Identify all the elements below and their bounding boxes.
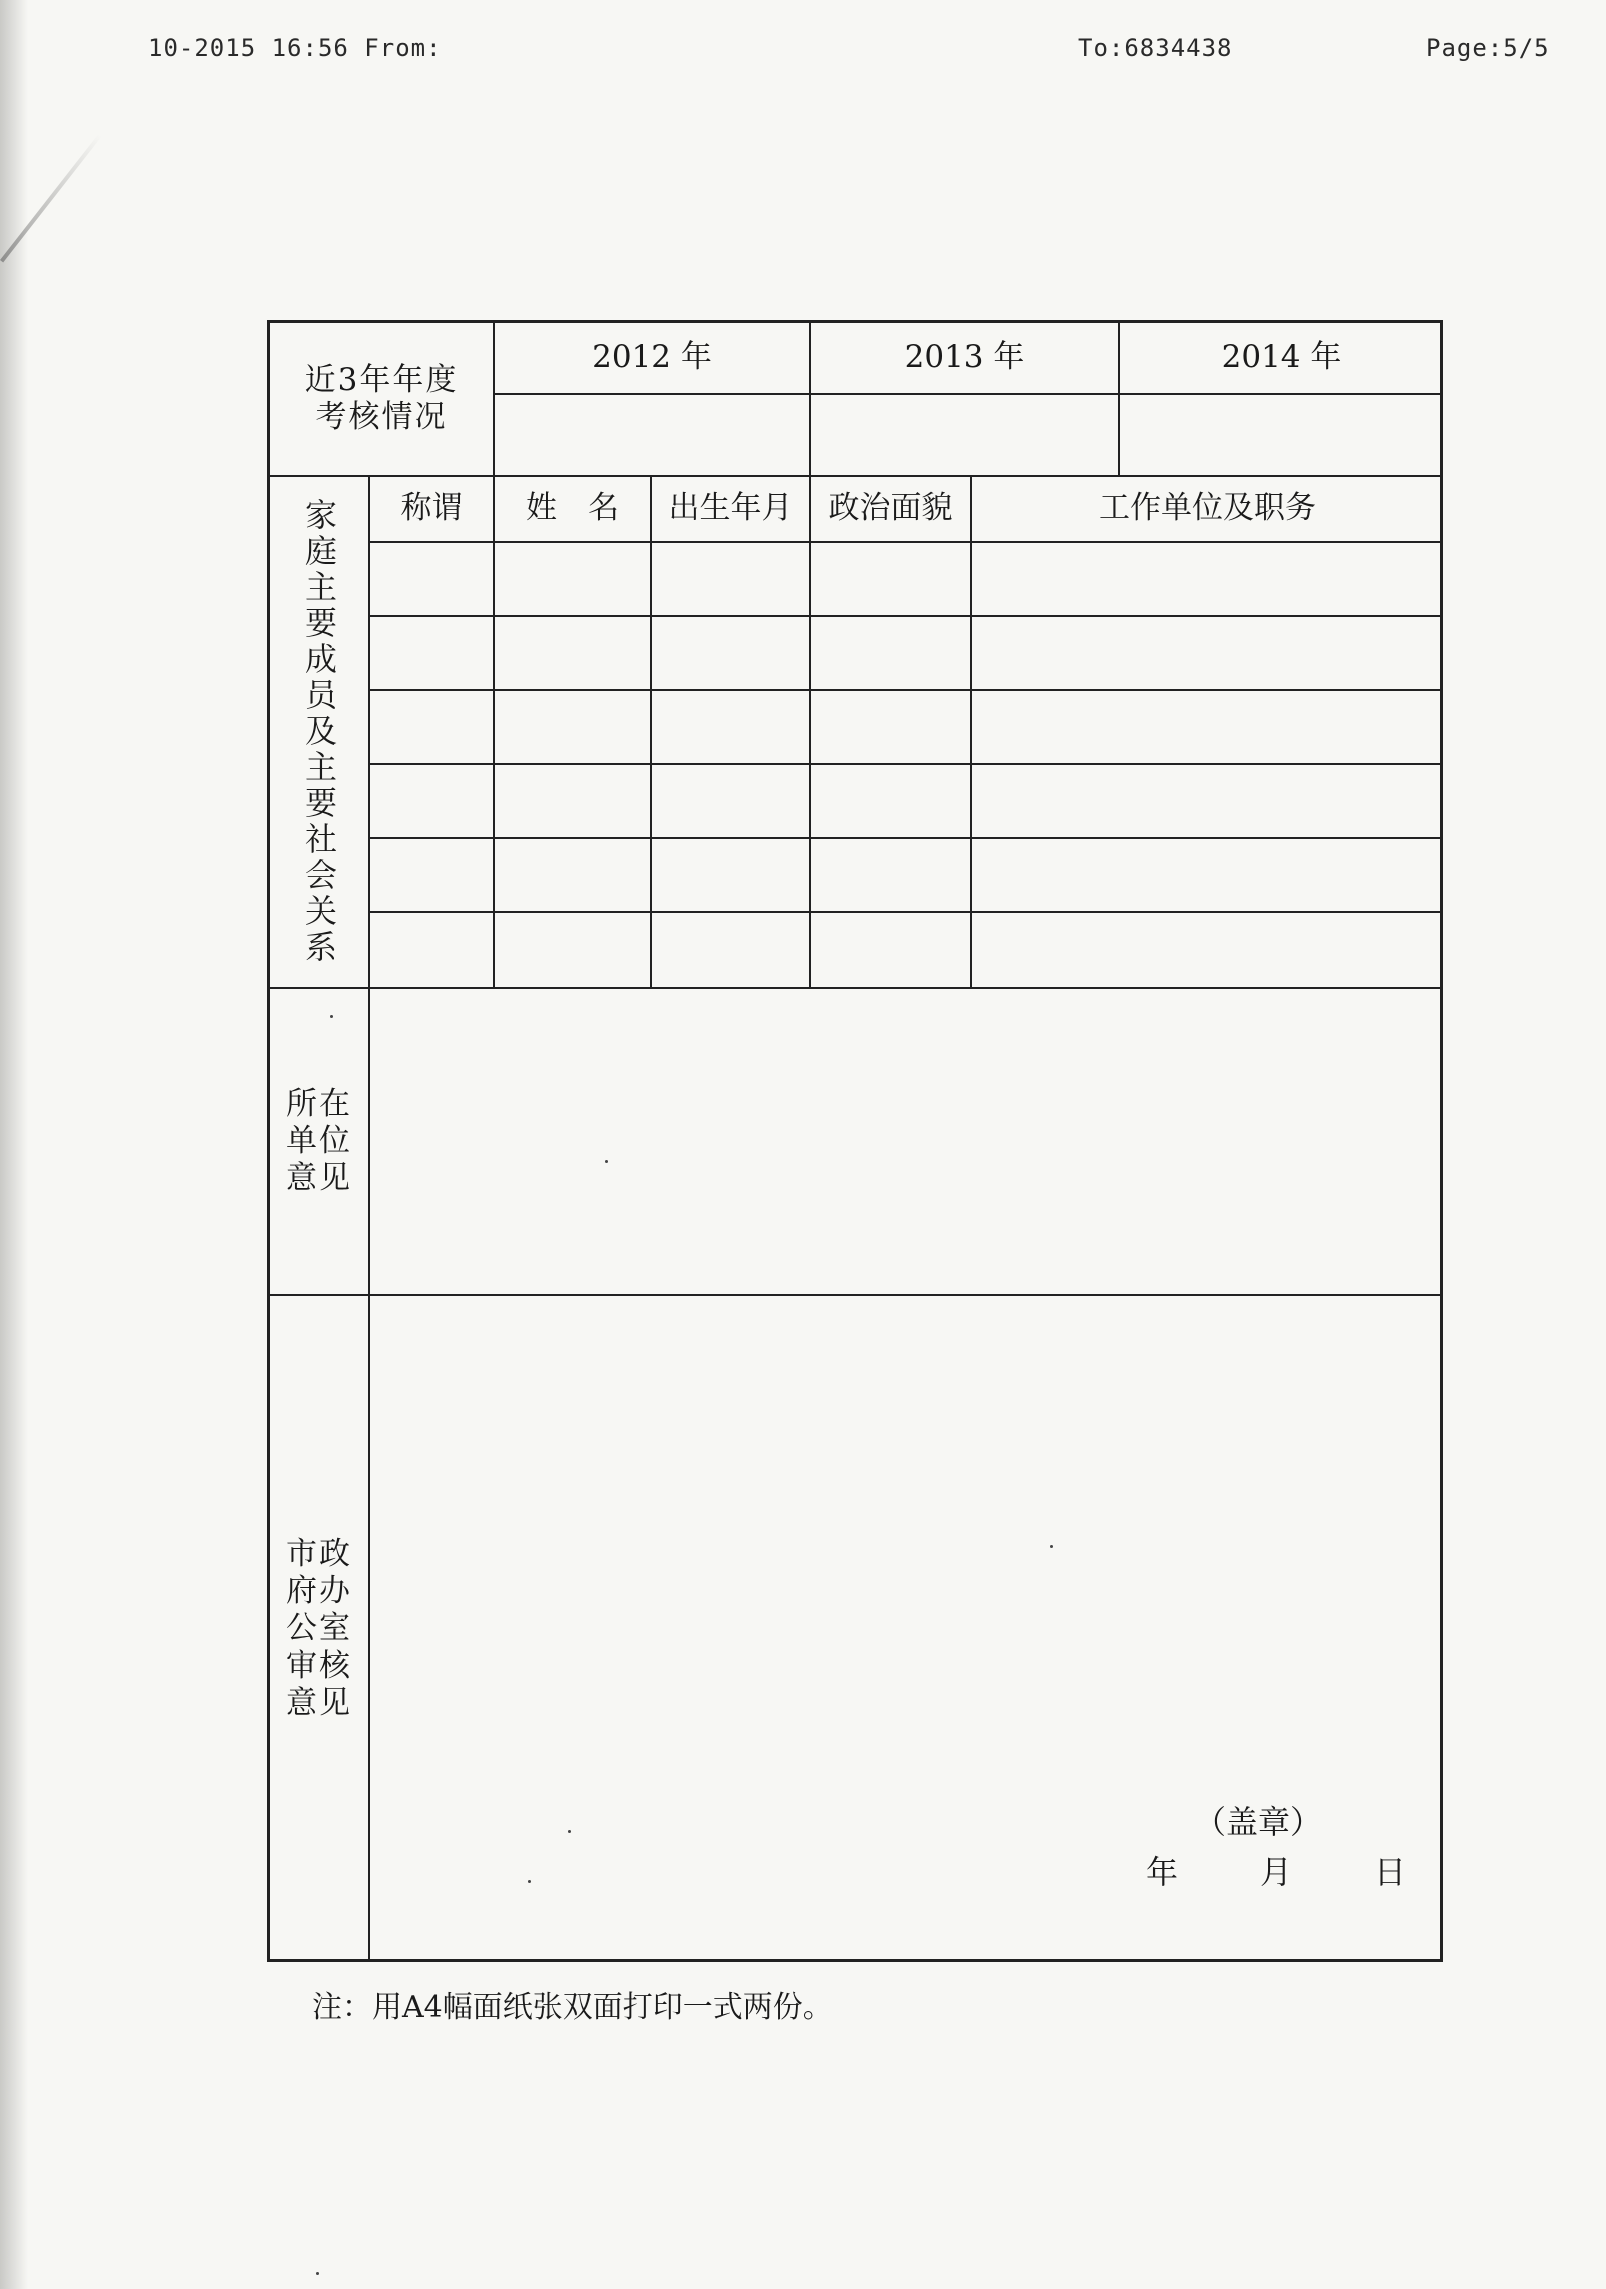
- family-bottom-line: [270, 987, 1443, 989]
- year-2013-header: 2013 年: [904, 339, 1025, 376]
- family-label: 家庭主要成员及主要社会关系: [300, 498, 338, 966]
- form-table: [267, 320, 1443, 1962]
- family-row-line-3: [368, 689, 1443, 691]
- col-birth-header: 出生年月: [668, 490, 793, 527]
- scan-speck: [528, 1880, 531, 1883]
- appraisal-label: 近3年年度考核情况: [304, 361, 459, 435]
- scan-speck: [605, 1160, 608, 1163]
- family-row-line-1: [368, 541, 1443, 543]
- scan-edge-shadow: [0, 0, 28, 2289]
- year-header-underline: [493, 393, 1443, 395]
- year-2012-header: 2012 年: [592, 339, 712, 376]
- family-row-line-6: [368, 911, 1443, 913]
- unit-opinion-bottom-line: [270, 1294, 1443, 1296]
- seal-note: （盖章）: [1194, 1803, 1323, 1841]
- scan-speck: [568, 1830, 571, 1833]
- sign-date: 年 月 日: [1146, 1853, 1413, 1891]
- col-workplace-header: 工作单位及职务: [1099, 490, 1316, 527]
- scan-speck: [330, 1015, 333, 1018]
- col-name-header: 姓 名: [526, 490, 619, 527]
- family-row-line-5: [368, 837, 1443, 839]
- col-relation-header: 称谓: [400, 490, 463, 527]
- label-column-divider: [368, 475, 370, 1962]
- unit-opinion-label: 所在单位意见: [286, 1085, 352, 1197]
- year-2014-header: 2014 年: [1221, 339, 1342, 376]
- office-review-label: 市政府办公室审核意见: [286, 1536, 352, 1721]
- fax-header-page: Page:5/5: [1426, 34, 1550, 62]
- fax-header-from: 10-2015 16:56 From:: [148, 34, 442, 62]
- footnote: 注：用A4幅面纸张双面打印一式两份。: [312, 1990, 833, 2025]
- scan-speck: [316, 2272, 319, 2275]
- family-row-line-2: [368, 615, 1443, 617]
- col-political-header: 政治面貌: [828, 490, 953, 527]
- scan-speck: [1050, 1545, 1053, 1548]
- fax-header-to: To:6834438: [1078, 34, 1233, 62]
- family-row-line-4: [368, 763, 1443, 765]
